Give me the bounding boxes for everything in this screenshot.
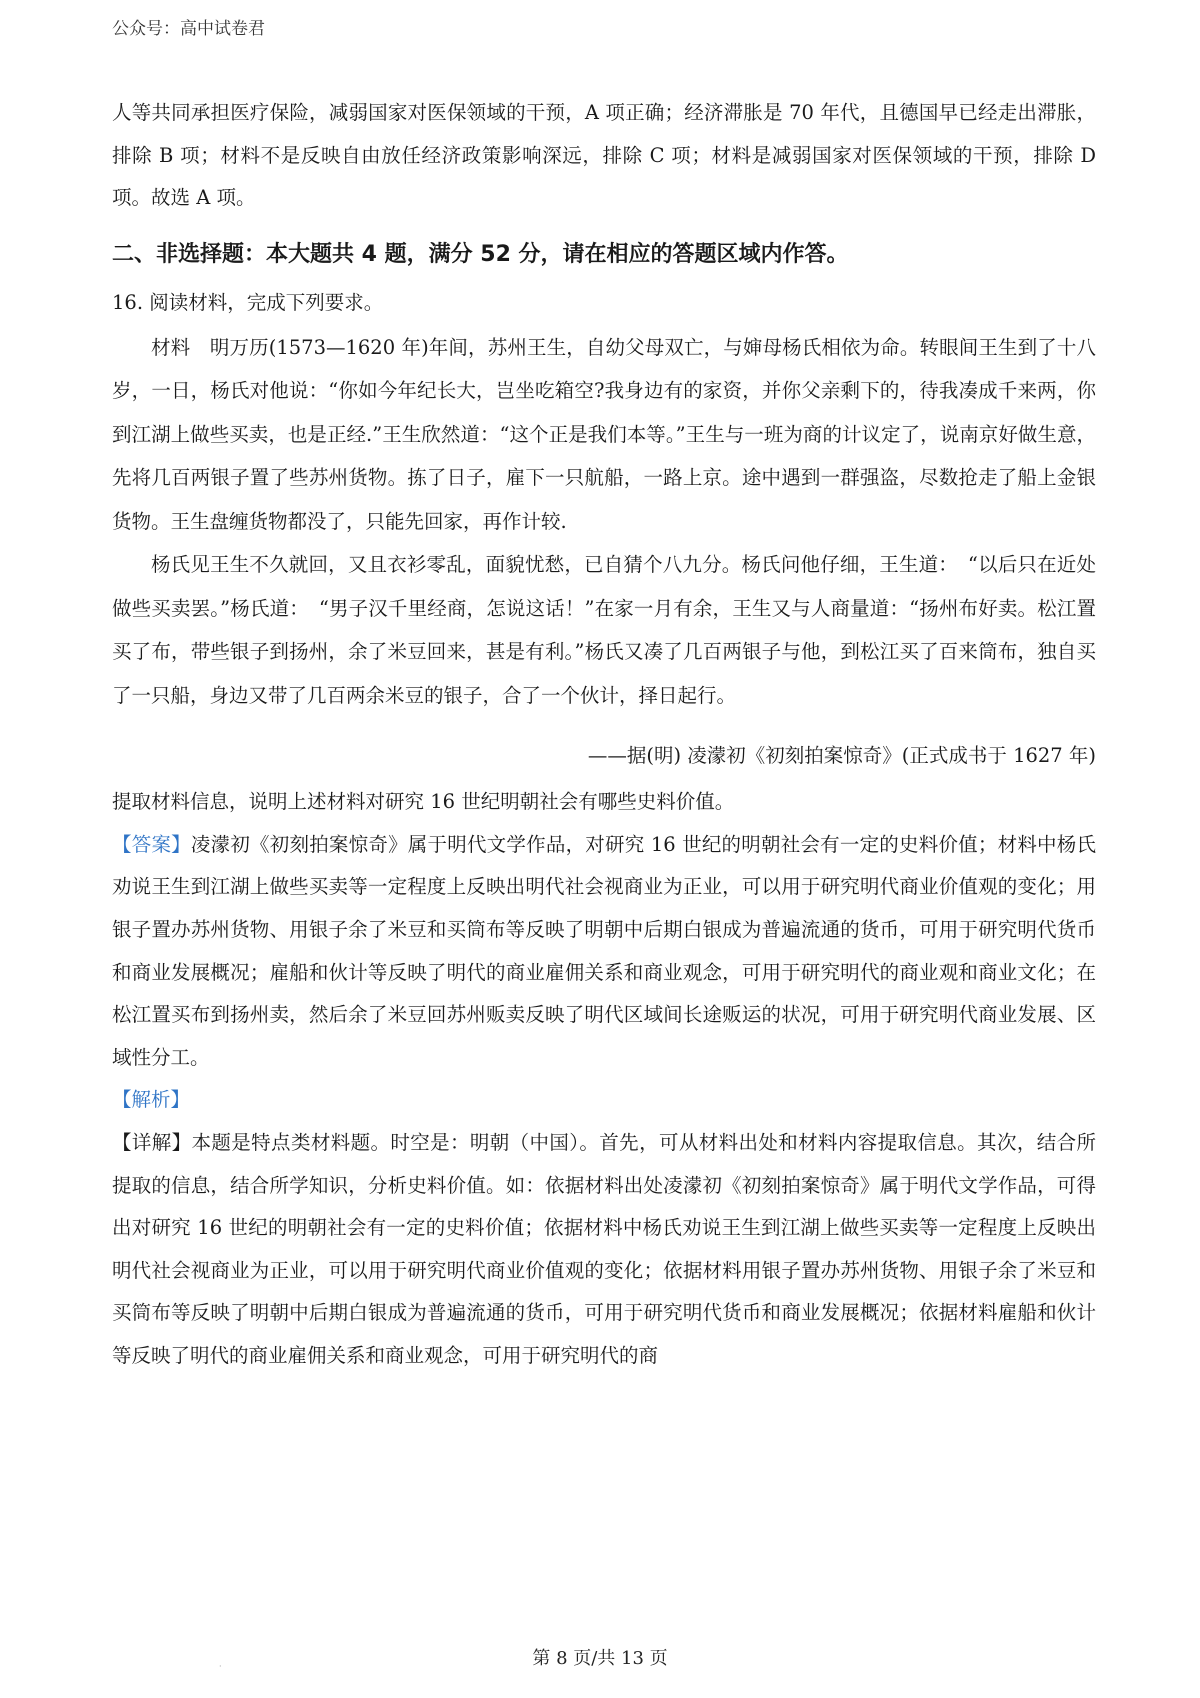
footer-dot: · bbox=[219, 1662, 222, 1671]
header-tag: 公众号：高中试卷君 bbox=[112, 19, 265, 39]
page-number: 第 8 页/共 13 页 bbox=[532, 1648, 668, 1669]
question-stem: 16. 阅读材料，完成下列要求。 bbox=[112, 290, 384, 314]
material-paragraph-1: 材料 明万历(1573—1620 年)年间，苏州王生，自幼父母双亡，与婶母杨氏相依为命。转眼间王生到了十八岁，一日，杨氏对他说：“你如今年纪长大，岂坐吃箱空?我身边有的家资，并你父亲剩下的，待我凑成千来两，你到江湖上做些买卖，也是正经.”王生欣然道：“这个正是我们本等。”王生与一班为商的计议定了，说南京好做生意，先将几百两银子置了些苏州货物。拣了日子，雇下一只航船，一路上京。途中遇到一群强盗，尽数抢走了船上金银货物。王生盘缠货物都没了，只能先回家，再作计较. bbox=[112, 335, 1096, 533]
detail-text: 本题是特点类材料题。时空是：明朝（中国）。首先，可从材料出处和材料内容提取信息。其次，结合所提取的信息，结合所学知识，分析史料价值。如：依据材料出处凌濛初《初刻拍案惊奇》属于明代文学作品，可得出对研究 16 世纪的明朝社会有一定的史料价值；依据材料中杨氏劝说王生到江湖上做些买卖等一定程度上反映出明代社会视商业为正业，可以用于研究明代商业价值观的变化；依据材料用银子置办苏州货物、用银子余了米豆和买筒布等反映了明朝中后期白银成为普遍流通的货币，可用于研究明代货币和商业发展概况；依据材料雇船和伙计等反映了明代的商业雇佣关系和商业观念，可用于研究明代的商 bbox=[112, 1131, 1096, 1367]
question-prompt: 提取材料信息，说明上述材料对研究 16 世纪明朝社会有哪些史料价值。 bbox=[112, 790, 735, 814]
section-heading: 二、非选择题：本大题共 4 题，满分 52 分，请在相应的答题区域内作答。 bbox=[112, 241, 849, 267]
carryover-paragraph: 人等共同承担医疗保险，减弱国家对医保领域的干预，A 项正确；经济滞胀是 70 年代，且德国早已经走出滞胀，排除 B 项；材料不是反映自由放任经济政策影响深远，排除 C 项；材料是减弱国家对医保领域的干预，排除 D 项。故选 A 项。 bbox=[112, 101, 1096, 210]
analysis-block bbox=[112, 1079, 1096, 1122]
detail-label: 【详解】 bbox=[112, 1131, 192, 1155]
answer-text: 凌濛初《初刻拍案惊奇》属于明代文学作品，对研究 16 世纪的明朝社会有一定的史料价值；材料中杨氏劝说王生到江湖上做些买卖等一定程度上反映出明代社会视商业为正业，可以用于研究明代商业价值观的变化；用银子置办苏州货物、用银子余了米豆和买筒布等反映了明朝中后期白银成为普遍流通的货币，可用于研究明代货币和商业发展概况；雇船和伙计等反映了明代的商业雇佣关系和商业观念，可用于研究明代的商业观和商业文化；在松江置买布到扬州卖，然后余了米豆回苏州贩卖反映了明代区域间长途贩运的状况，可用于研究明代商业发展、区域性分工。 bbox=[112, 832, 1096, 1069]
answer-label: 【答案】 bbox=[112, 832, 191, 856]
page-content bbox=[112, 92, 1096, 1378]
analysis-label: 【解析】 bbox=[112, 1088, 191, 1112]
material-paragraph-2: 杨氏见王生不久就回，又且衣衫零乱，面貌忧愁，已自猜个八九分。杨氏问他仔细，王生道： “以后只在近处做些买卖罢。”杨氏道： “男子汉千里经商，怎说这话！”在家一月有余，王生又与人商量道：“扬州布好卖。松江置买了布，带些银子到扬州，余了米豆回来，甚是有利。”杨氏又凑了几百两银子与他，到松江买了百来筒布，独自买了一只船，身边又带了几百两余米豆的银子，合了一个伙计，择日起行。 bbox=[112, 553, 1096, 707]
detail-block bbox=[112, 1122, 1096, 1378]
material-source: ——据(明) 凌濛初《初刻拍案惊奇》(正式成书于 1627 年) bbox=[587, 744, 1096, 768]
answer-block bbox=[112, 824, 1096, 1080]
